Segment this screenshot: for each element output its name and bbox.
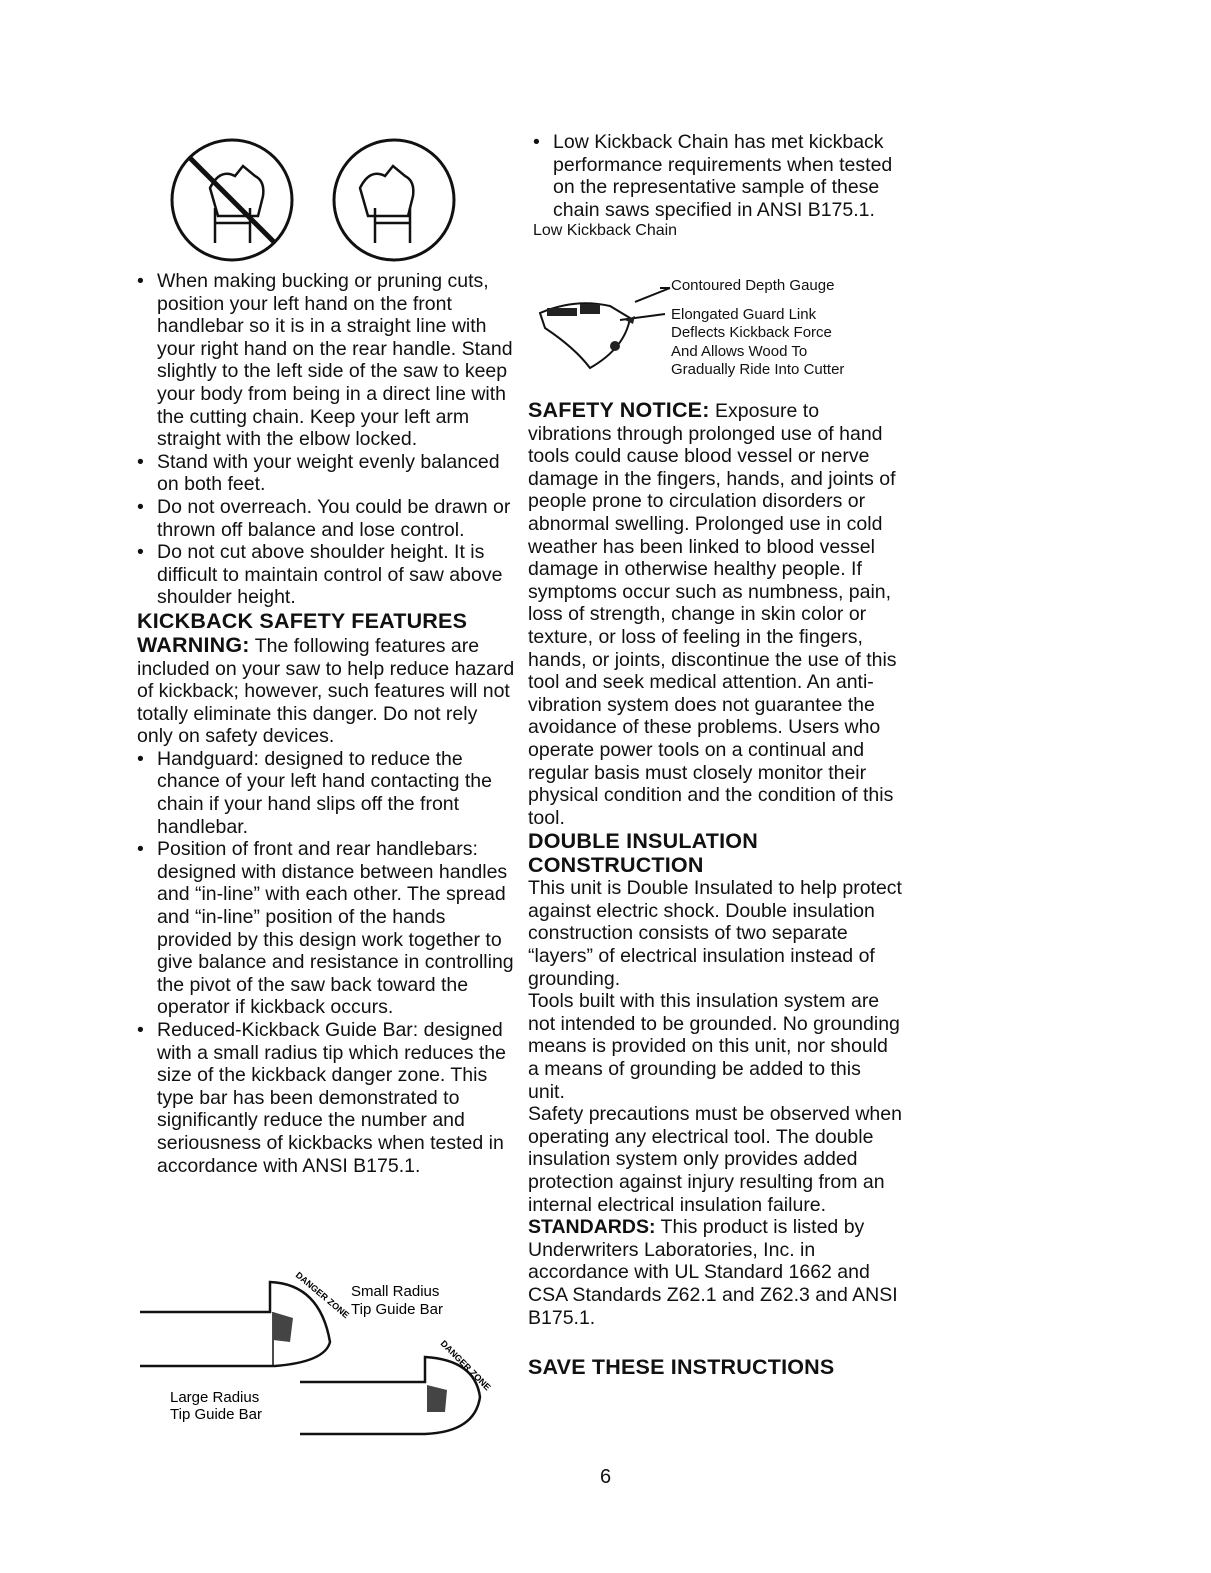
- small-radius-label: Small Radius: [351, 1283, 440, 1300]
- chain-label: Contoured Depth Gauge: [671, 277, 835, 294]
- warning-text: The following features are included on your saw to help reduce hazard of kickback; however, such features will not totally eliminate this danger. Do not rely only on safety devices.: [137, 634, 515, 748]
- small-radius-label: Tip Guide Bar: [351, 1301, 443, 1318]
- feature-text: Position of front and rear handlebars: designed with distance between handles and “in-line” with each other. The spread and “in-line” position of the hands provided by this design work together to give balance and resistance in controlling the pivot of the saw back toward the operator if kickback occurs.: [157, 838, 514, 1019]
- prohibited-hand-icon: [172, 140, 292, 260]
- large-radius-label: Tip Guide Bar: [170, 1406, 262, 1423]
- save-instructions: SAVE THESE INSTRUCTIONS: [528, 1355, 835, 1380]
- list-item: • Position of front and rear handlebars: designed with distance between handles and “in-line” with each other. The spread and “in-line” position of the hands provided by this design work together to give balance and resistance in controlling the pivot of the saw back toward the operator if kickback occurs.: [137, 838, 517, 1019]
- double-insulation-paragraph: This unit is Double Insulated to help protect against electric shock. Double insulation construction consists of two separate “layers” of electrical insulation instead of grounding.: [528, 877, 902, 990]
- chain-label: Deflects Kickback Force: [671, 324, 832, 341]
- chain-section: [533, 131, 908, 240]
- bullet-text: When making bucking or pruning cuts, position your left hand on the front handlebar so it is in a straight line with your right hand on the rear handle. Stand slightly to the left side of the saw to keep your body from being in a direct line with the cutting chain. Keep your left arm straight with the elbow locked.: [157, 270, 513, 451]
- large-radius-label: Large Radius: [170, 1389, 260, 1406]
- standards-label: STANDARDS:: [528, 1216, 656, 1239]
- list-item: • Reduced-Kickback Guide Bar: designed with a small radius tip which reduces the size of the kickback danger zone. This type bar has been demonstrated to significantly reduce the number and seriousness of kickbacks when tested in accordance with ANSI B175.1.: [137, 1019, 517, 1177]
- standards-paragraph: [528, 1216, 903, 1329]
- list-item: • When making bucking or pruning cuts, position your left hand on the front handlebar so it is in a straight line with your right hand on the rear handle. Stand slightly to the left side of the saw to keep your body from being in a direct line with the cutting chain. Keep your left arm straight with the elbow locked.: [137, 270, 517, 451]
- bullet-text: Do not overreach. You could be drawn or thrown off balance and lose control.: [157, 495, 511, 541]
- danger-zone-label: DANGER ZONE: [438, 1338, 493, 1393]
- kickback-heading: KICKBACK SAFETY FEATURES: [137, 608, 468, 633]
- hand-position-icons: [160, 133, 470, 268]
- right-column: [528, 398, 903, 1379]
- chain-bullet-text: Low Kickback Chain has met kickback performance requirements when tested on the representative sample of these chain saws specified in ANSI B175.1.: [553, 131, 893, 221]
- danger-zone-label: DANGER ZONE: [293, 1269, 352, 1321]
- standards-text: This product is listed by Underwriters Laboratories, Inc. in accordance with UL Standard 1662 and CSA Standards Z62.1 and Z62.3 and ANSI B175.1.: [528, 1216, 898, 1329]
- large-radius-bar: [300, 1357, 480, 1434]
- list-item: • Handguard: designed to reduce the chance of your left hand contacting the chain if your hand slips off the front handlebar.: [137, 748, 517, 838]
- warning-label: WARNING:: [137, 632, 250, 657]
- safety-notice: [528, 398, 903, 829]
- warning-paragraph: [137, 633, 517, 748]
- bullet-text: Do not cut above shoulder height. It is difficult to maintain control of saw above shoulder height.: [157, 541, 503, 609]
- feature-text: Reduced-Kickback Guide Bar: designed with a small radius tip which reduces the size of the kickback danger zone. This type bar has been demonstrated to significantly reduce the number and seriousness of kickbacks when tested in accordance with ANSI B175.1.: [157, 1019, 506, 1177]
- construction-heading: CONSTRUCTION: [528, 853, 704, 878]
- safety-label: SAFETY NOTICE:: [528, 398, 710, 422]
- double-insulation-heading: DOUBLE INSULATION: [528, 829, 758, 854]
- chain-diagram: [535, 268, 905, 384]
- list-item: • Stand with your weight evenly balanced on both feet.: [137, 451, 517, 496]
- double-insulation-paragraph: Safety precautions must be observed when operating any electrical tool. The double insulation system only provides added protection against injury resulting from an internal electrical insulation failure.: [528, 1103, 902, 1216]
- feature-text: Handguard: designed to reduce the chance of your left hand contacting the chain if your hand slips off the front handlebar.: [157, 747, 492, 838]
- chain-label: And Allows Wood To: [671, 343, 808, 360]
- page-number: 6: [599, 1466, 612, 1488]
- guide-bar-diagram: [135, 1262, 515, 1442]
- chain-label: Gradually Ride Into Cutter: [671, 361, 845, 378]
- chain-caption: Low Kickback Chain: [533, 222, 678, 240]
- safety-text: Exposure to vibrations through prolonged use of hand tools could cause blood vessel or nerve damage in the fingers, hands, and joints of people prone to circulation disorders or abnormal swelling. Prolonged use in cold weather has been linked to blood vessel damage in otherwise healthy people. If symptoms occur such as numbness, pain, loss of strength, change in skin color or texture, or loss of feeling in the fingers, hands, or joints, discontinue the use of this tool and seek medical attention. An anti-vibration system does not guarantee the avoidance of these problems. Users who operate power tools on a continual and regular basis must closely monitor their physical condition and the condition of this tool.: [528, 400, 897, 829]
- list-item: • Do not cut above shoulder height. It is difficult to maintain control of saw above shoulder height.: [137, 541, 517, 609]
- list-item: • Low Kickback Chain has met kickback performance requirements when tested on the representative sample of these chain saws specified in ANSI B175.1.: [533, 131, 908, 221]
- list-item: • Do not overreach. You could be drawn or thrown off balance and lose control.: [137, 496, 517, 541]
- small-radius-bar: [140, 1282, 330, 1366]
- double-insulation-paragraph: Tools built with this insulation system are not intended to be grounded. No grounding means is provided on this unit, nor should a means of grounding be added to this unit.: [528, 990, 900, 1103]
- bullet-text: Stand with your weight evenly balanced on both feet.: [157, 450, 500, 496]
- left-column: [137, 270, 517, 1177]
- correct-hand-icon: [334, 140, 454, 260]
- chain-label: Elongated Guard Link: [671, 306, 817, 323]
